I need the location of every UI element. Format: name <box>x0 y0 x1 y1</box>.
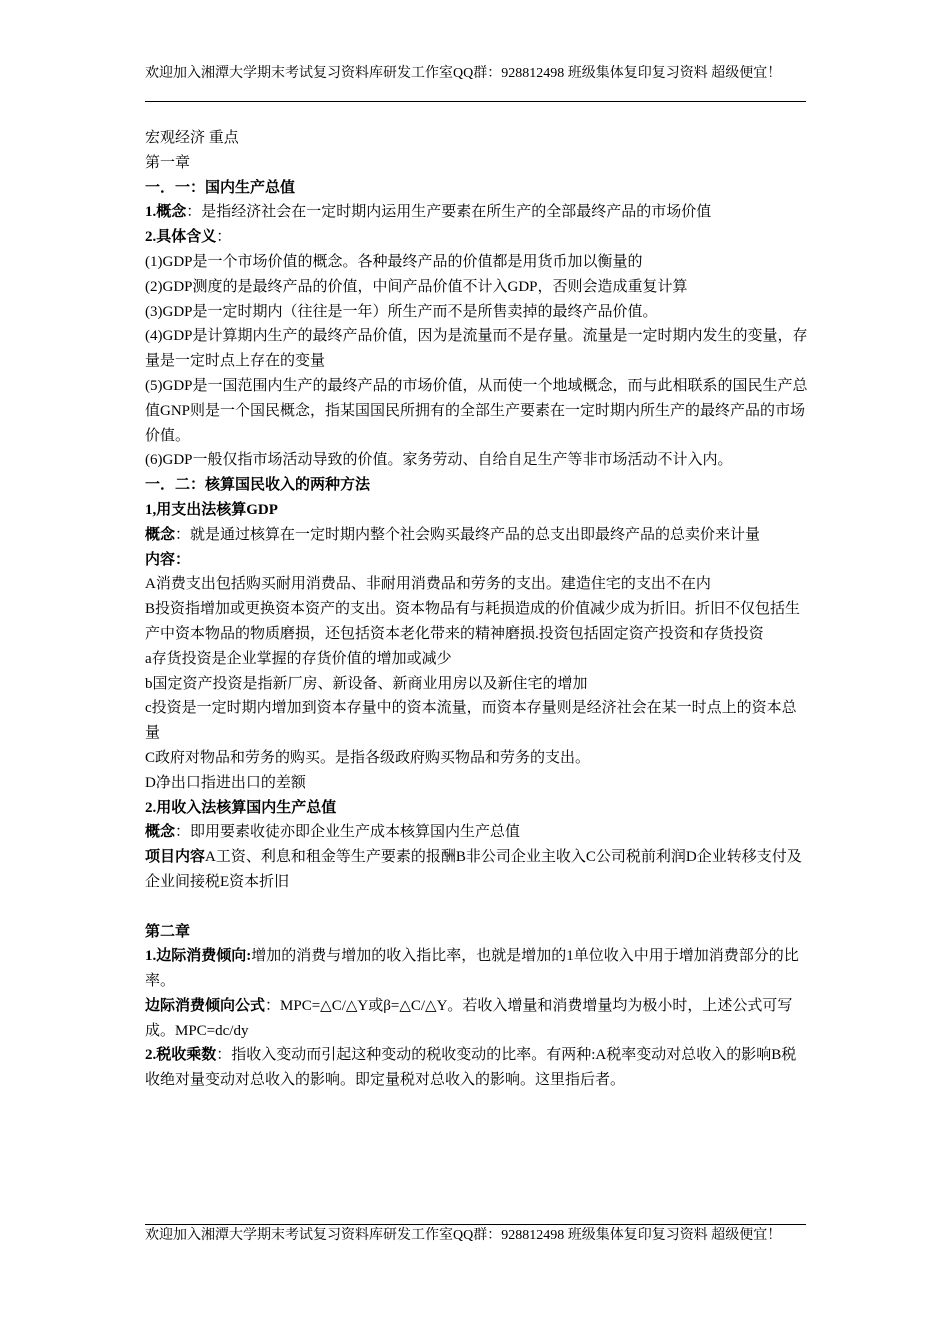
document-body <box>145 126 809 1093</box>
income-items-text: A工资、利息和租金等生产要素的报酬B非公司企业主收入C公司税前利润D企业转移支付及企业间接税E资本折旧 <box>145 849 802 890</box>
income-items-label: 项目内容 <box>145 849 206 866</box>
tax-multiplier-label: 2.税收乘数 <box>145 1047 217 1064</box>
expenditure-item: c投资是一定时期内增加到资本存量中的资本流量，而资本存量则是经济社会在某一时点上的资本总量 <box>145 700 797 742</box>
page-header <box>145 64 805 84</box>
section-gdp-heading: 一．一：国内生产总值 <box>145 179 296 196</box>
tax-multiplier <box>145 1043 809 1093</box>
mpc-label: 1.边际消费倾向: <box>145 948 252 965</box>
gdp-item: (3)GDP是一定时期内（往往是一年）所生产而不是所售卖掉的最终产品价值。 <box>145 303 658 320</box>
page-footer <box>145 1226 805 1246</box>
expenditure-item: A消费支出包括购买耐用消费品、非耐用消费品和劳务的支出。建造住宅的支出不在内 <box>145 576 711 593</box>
expenditure-item: b国定资产投资是指新厂房、新设备、新商业用房以及新住宅的增加 <box>145 675 588 692</box>
expenditure-method-heading: 1,用支出法核算GDP <box>145 501 278 518</box>
gdp-concept-text: ：是指经济社会在一定时期内运用生产要素在所生产的全部最终产品的市场价值 <box>186 204 712 221</box>
chapter-2-heading: 第二章 <box>145 923 191 940</box>
expenditure-item: B投资指增加或更换资本资产的支出。资本物品有与耗损造成的价值减少成为折旧。折旧不仅包括生产中资本物品的物质磨损，还包括资本老化带来的精神磨损.投资包括固定资产投资和存货投资 <box>145 601 801 642</box>
expenditure-concept-label: 概念 <box>145 526 176 543</box>
mpc-formula-text: ：MPC=△C/△Y或β=△C/△Y。若收入增量和消费增量均为极小时，上述公式可写成。MPC=dc/dy <box>145 997 793 1039</box>
section-methods-heading: 一．二：核算国民收入的两种方法 <box>145 477 371 494</box>
footer-divider <box>145 1224 806 1225</box>
income-concept-text: ：即用要素收徒亦即企业生产成本核算国内生产总值 <box>175 824 521 841</box>
spacer <box>145 895 809 920</box>
mpc-formula-label: 边际消费倾向公式 <box>145 997 266 1014</box>
gdp-meaning-colon: ： <box>216 229 232 246</box>
income-method-heading: 2.用收入法核算国内生产总值 <box>145 799 337 816</box>
doc-title: 宏观经济 重点 <box>145 130 239 146</box>
gdp-item: (4)GDP是计算期内生产的最终产品价值，因为是流量而不是存量。流量是一定时期内发生的变量，存量是一定时点上存在的变量 <box>145 328 808 370</box>
gdp-item: (5)GDP是一国范围内生产的最终产品的市场价值，从而使一个地域概念，而与此相联系的国民生产总值GNP则是一个国民概念，指某国国民所拥有的全部生产要素在一定时期内所生产的最终产品的市场价值。 <box>145 377 808 444</box>
footer-text: 欢迎加入湘潭大学期末考试复习资料库研发工作室QQ群：928812498 班级集体复印复习资料 超级便宜！ <box>145 1228 782 1243</box>
mpc-definition <box>145 944 809 994</box>
gdp-concept <box>145 200 809 225</box>
gdp-meaning <box>145 225 809 250</box>
expenditure-item: C政府对物品和劳务的购买。是指各级政府购买物品和劳务的支出。 <box>145 749 591 766</box>
income-concept-label: 概念 <box>145 824 176 841</box>
header-divider <box>145 101 806 102</box>
expenditure-concept <box>145 523 809 548</box>
gdp-concept-label: 1.概念 <box>145 204 187 221</box>
gdp-item: (1)GDP是一个市场价值的概念。各种最终产品的价值都是用货币加以衡量的 <box>145 253 643 270</box>
tax-multiplier-text: ：指收入变动而引起这种变动的税收变动的比率。有两种:A税率变动对总收入的影响B税收绝对量变动对总收入的影响。即定量税对总收入的影响。这里指后者。 <box>145 1047 797 1089</box>
income-concept <box>145 820 809 845</box>
chapter-1-heading: 第一章 <box>145 154 191 171</box>
header-text: 欢迎加入湘潭大学期末考试复习资料库研发工作室QQ群：928812498 班级集体复印复习资料 超级便宜！ <box>145 66 782 81</box>
expenditure-content-label: 内容： <box>145 551 191 568</box>
gdp-meaning-label: 2.具体含义 <box>145 229 217 246</box>
expenditure-item: a存货投资是企业掌握的存货价值的增加或减少 <box>145 650 452 667</box>
expenditure-item: D净出口指进出口的差额 <box>145 774 306 791</box>
expenditure-concept-text: ：就是通过核算在一定时期内整个社会购买最终产品的总支出即最终产品的总卖价来计量 <box>175 526 761 543</box>
gdp-item: (6)GDP一般仅指市场活动导致的价值。家务劳动、自给自足生产等非市场活动不计入内。 <box>145 452 733 469</box>
gdp-item: (2)GDP测度的是最终产品的价值，中间产品价值不计入GDP，否则会造成重复计算 <box>145 278 688 295</box>
mpc-formula <box>145 994 809 1044</box>
mpc-text: 增加的消费与增加的收入指比率，也就是增加的1单位收入中用于增加消费部分的比率。 <box>145 948 799 990</box>
income-items <box>145 845 809 895</box>
